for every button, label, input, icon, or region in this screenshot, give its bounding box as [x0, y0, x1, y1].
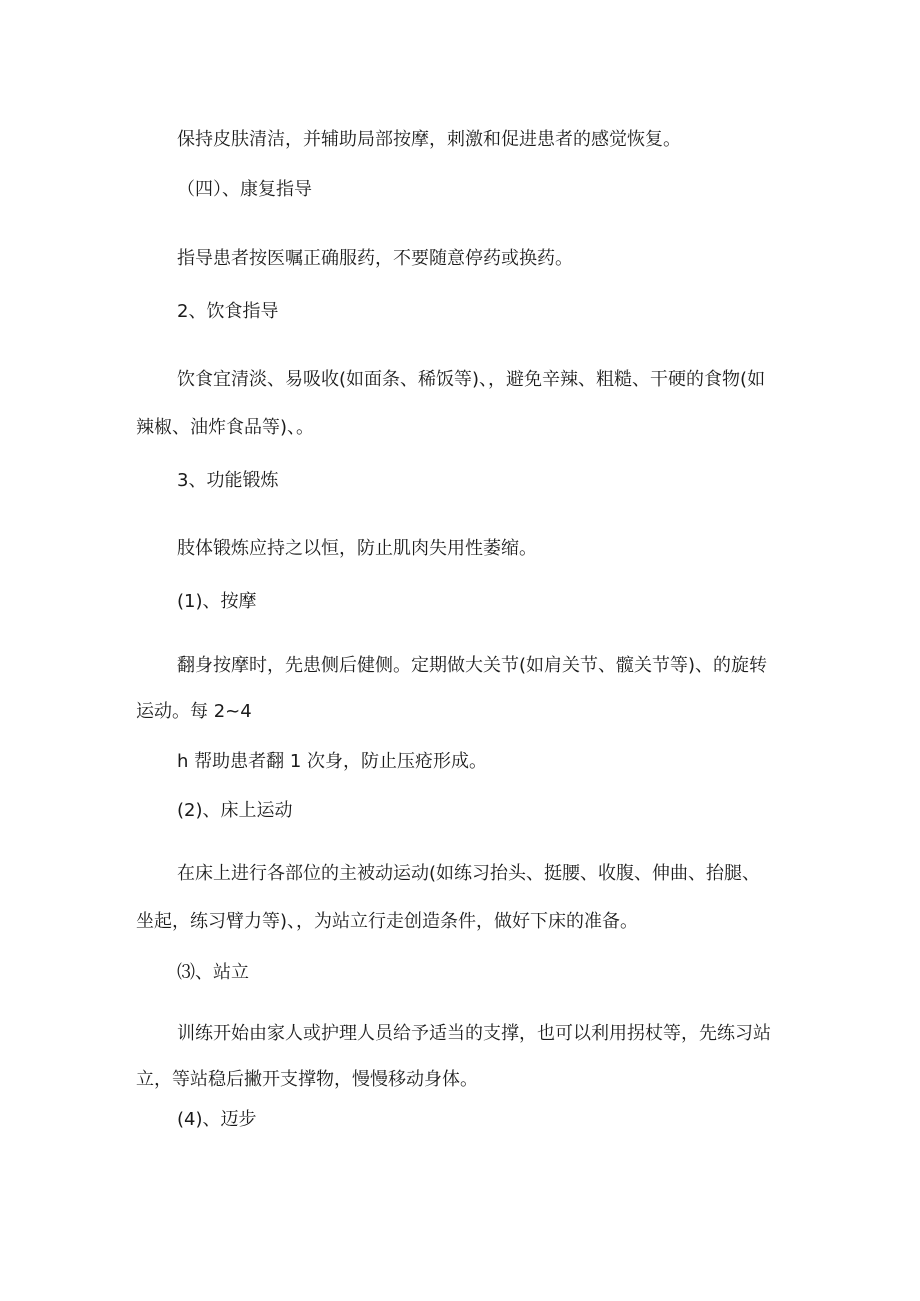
subheading-stepping: (4)、迈步: [177, 1109, 257, 1130]
subheading-bed-exercise: (2)、床上运动: [177, 800, 293, 821]
paragraph-limb-exercise: 肢体锻炼应持之以恒，防止肌肉失用性萎缩。: [177, 538, 537, 559]
paragraph-skin-care: 保持皮肤清洁，并辅助局部按摩，刺激和促进患者的感觉恢复。: [177, 129, 681, 150]
paragraph-bed-exercise-line-1: 在床上进行各部位的主被动运动(如练习抬头、挺腰、收腹、伸曲、抬腿、: [177, 863, 761, 884]
paragraph-medication: 指导患者按医嘱正确服药，不要随意停药或换药。: [177, 248, 573, 269]
subheading-massage: (1)、按摩: [177, 591, 257, 612]
paragraph-massage-line-2: 运动。每 2~4: [136, 701, 252, 722]
section-heading-rehab-guidance: （四）、康复指导: [177, 179, 312, 200]
paragraph-standing-line-2: 立，等站稳后撇开支撑物，慢慢移动身体。: [136, 1069, 478, 1090]
paragraph-standing-line-1: 训练开始由家人或护理人员给予适当的支撑，也可以利用拐杖等，先练习站: [177, 1023, 771, 1044]
paragraph-turning: h 帮助患者翻 1 次身，防止压疮形成。: [177, 751, 488, 772]
paragraph-bed-exercise-line-2: 坐起，练习臂力等)、，为站立行走创造条件，做好下床的准备。: [136, 911, 639, 932]
heading-function-exercise: 3、功能锻炼: [177, 470, 279, 491]
paragraph-diet-line-2: 辣椒、油炸食品等)、。: [136, 417, 315, 438]
paragraph-massage-line-1: 翻身按摩时，先患侧后健侧。定期做大关节(如肩关节、髋关节等)、的旋转: [177, 655, 768, 676]
subheading-standing: ⑶、站立: [177, 962, 249, 983]
paragraph-diet-line-1: 饮食宜清淡、易吸收(如面条、稀饭等)、，避免辛辣、粗糙、干硬的食物(如: [177, 369, 766, 390]
heading-diet-guidance: 2、饮食指导: [177, 301, 279, 322]
